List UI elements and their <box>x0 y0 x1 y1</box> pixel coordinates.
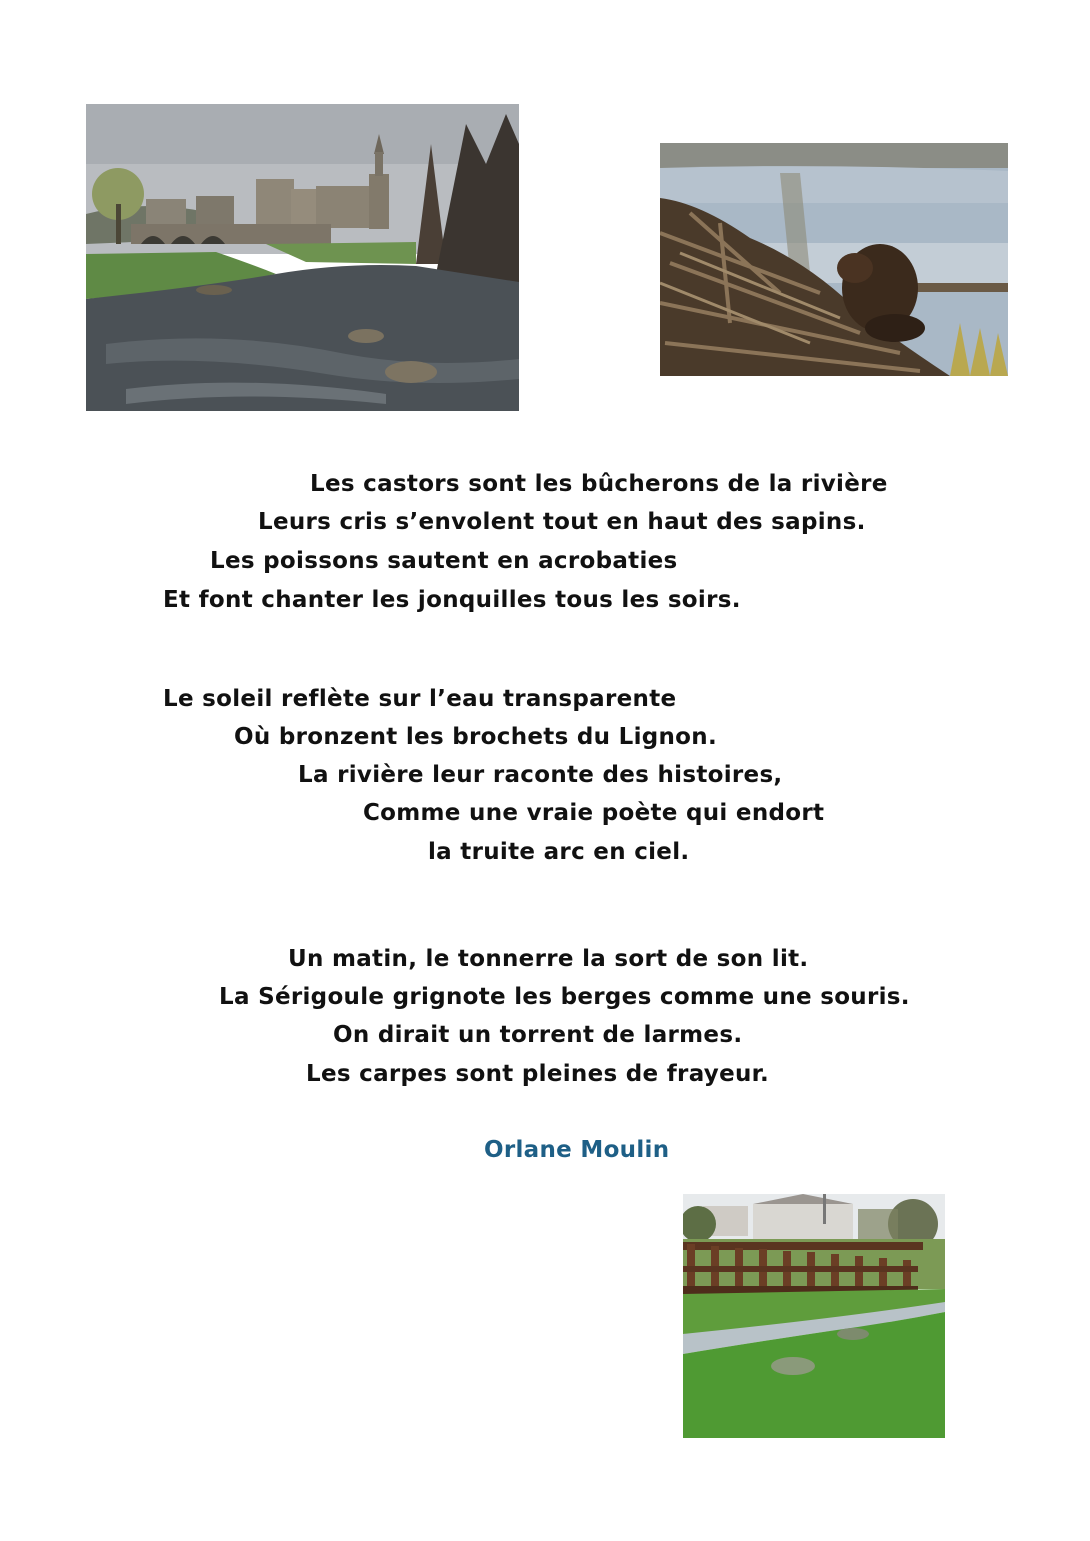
poem-line: Les castors sont les bûcherons de la rivière <box>310 471 888 497</box>
poem-line: Comme une vraie poète qui endort <box>363 800 825 826</box>
poem-line: Un matin, le tonnerre la sort de son lit. <box>288 946 809 972</box>
poem-line: la truite arc en ciel. <box>428 839 690 865</box>
poem-line: On dirait un torrent de larmes. <box>333 1022 743 1048</box>
poem-line: Les poissons sautent en acrobaties <box>210 548 678 574</box>
poem-line: Leurs cris s’envolent tout en haut des sapins. <box>258 509 866 535</box>
poem-line: Où bronzent les brochets du Lignon. <box>234 724 717 750</box>
river-town-photo <box>86 104 519 411</box>
footbridge-photo <box>683 1194 945 1438</box>
poem-line: Et font chanter les jonquilles tous les soirs. <box>163 587 741 613</box>
poem-line: La Sérigoule grignote les berges comme une souris. <box>219 984 910 1010</box>
beaver-photo <box>660 143 1008 376</box>
author-name: Orlane Moulin <box>484 1137 670 1163</box>
poem-line: La rivière leur raconte des histoires, <box>298 762 783 788</box>
poem-line: Les carpes sont pleines de frayeur. <box>306 1061 770 1087</box>
poem-line: Le soleil reflète sur l’eau transparente <box>163 686 677 712</box>
